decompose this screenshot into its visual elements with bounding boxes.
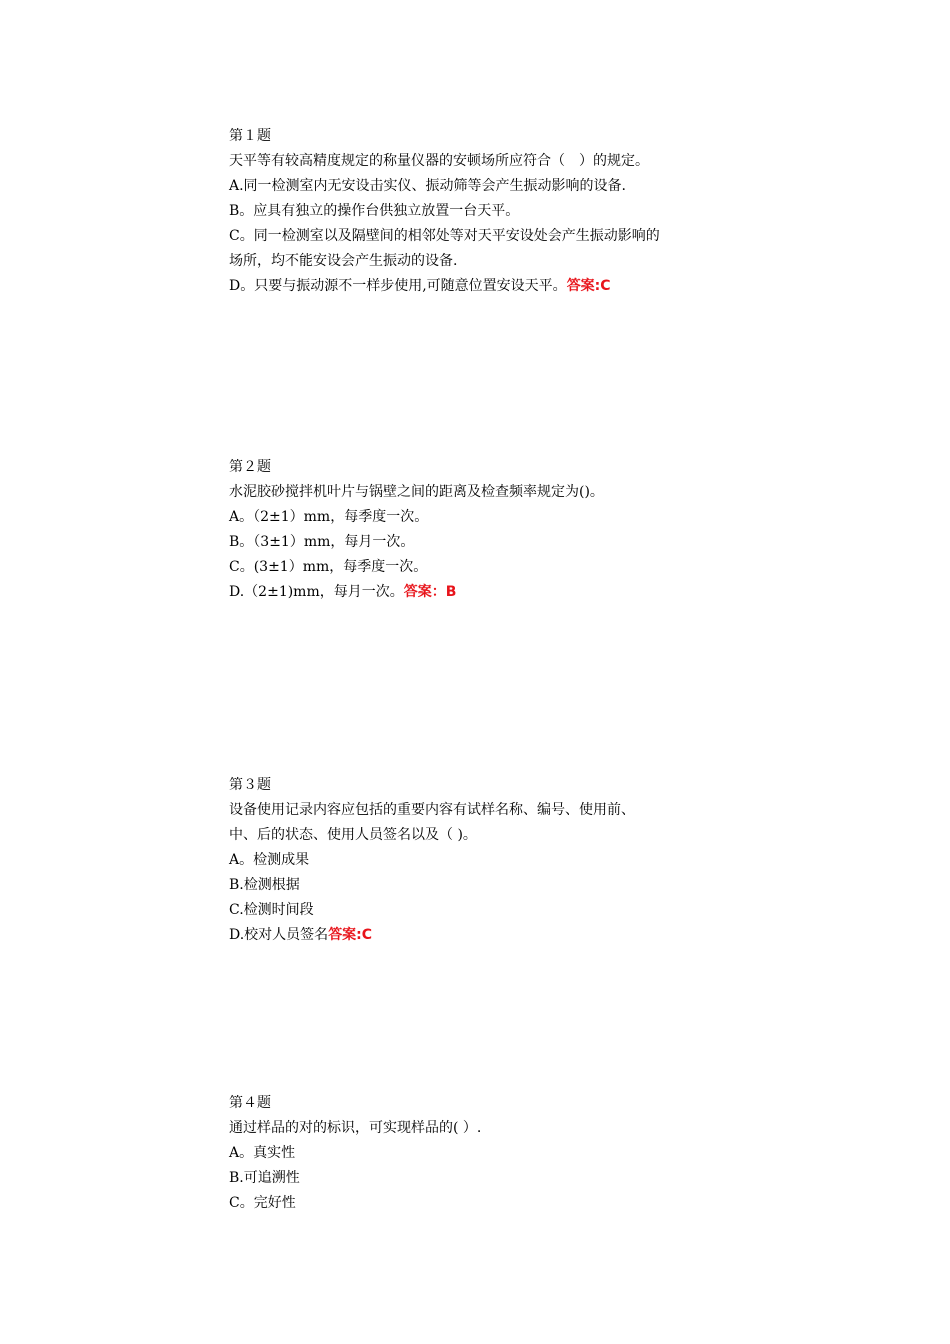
question-4-option-b: B.可追溯性 <box>229 1170 300 1186</box>
question-3-answer: 答案:C <box>328 927 373 943</box>
question-1-option-c: C。同一检测室以及隔壁间的相邻处等对天平安设处会产生振动影响的 <box>229 228 660 244</box>
question-2-title: 第２题 <box>229 459 271 475</box>
question-3-option-b: B.检测根据 <box>229 877 300 893</box>
question-2-option-d-line <box>229 580 749 605</box>
question-1-option-d-line <box>229 274 749 299</box>
question-3-title: 第３题 <box>229 777 271 793</box>
question-2-option-d: D.（2±1)mm，每月一次。 <box>229 584 404 600</box>
question-1 <box>229 124 749 299</box>
question-4-option-a: A。真实性 <box>229 1145 296 1161</box>
question-4-stem: 通过样品的对的标识，可实现样品的( ）. <box>229 1120 482 1136</box>
question-3-stem-continued: 中、后的状态、使用人员签名以及（ )。 <box>229 827 477 843</box>
question-4 <box>229 1091 749 1216</box>
question-2-option-a: A。（2±1）mm，每季度一次。 <box>229 509 429 525</box>
question-3-option-d-line <box>229 923 749 948</box>
question-3-option-d: D.校对人员签名 <box>229 927 329 943</box>
question-2-answer: 答案：B <box>403 584 457 600</box>
question-4-title: 第４题 <box>229 1095 271 1111</box>
question-4-option-c: C。完好性 <box>229 1195 296 1211</box>
question-1-option-b: B。应具有独立的操作台供独立放置一台天平。 <box>229 203 520 219</box>
question-1-option-a: A.同一检测室内无安设击实仪、振动筛等会产生振动影响的设备. <box>229 178 627 194</box>
question-1-stem: 天平等有较高精度规定的称量仪器的安顿场所应符合（ ）的规定。 <box>229 153 649 169</box>
question-2-option-b: B。（3±1）mm，每月一次。 <box>229 534 415 550</box>
question-2-option-c: C。(3±1）mm，每季度一次。 <box>229 559 428 575</box>
question-1-option-c-continued: 场所，均不能安设会产生振动的设备. <box>229 253 458 269</box>
question-2-stem: 水泥胶砂搅拌机叶片与锅壁之间的距离及检查频率规定为()。 <box>229 484 604 500</box>
question-1-option-d: D。只要与振动源不一样步使用,可随意位置安设天平。 <box>229 278 567 294</box>
question-1-title: 第１题 <box>229 128 271 144</box>
question-3 <box>229 773 749 948</box>
question-3-option-c: C.检测时间段 <box>229 902 314 918</box>
question-1-answer: 答案:C <box>566 278 611 294</box>
question-3-option-a: A。检测成果 <box>229 852 310 868</box>
question-3-stem: 设备使用记录内容应包括的重要内容有试样名称、编号、使用前、 <box>229 802 635 818</box>
question-2 <box>229 455 749 605</box>
